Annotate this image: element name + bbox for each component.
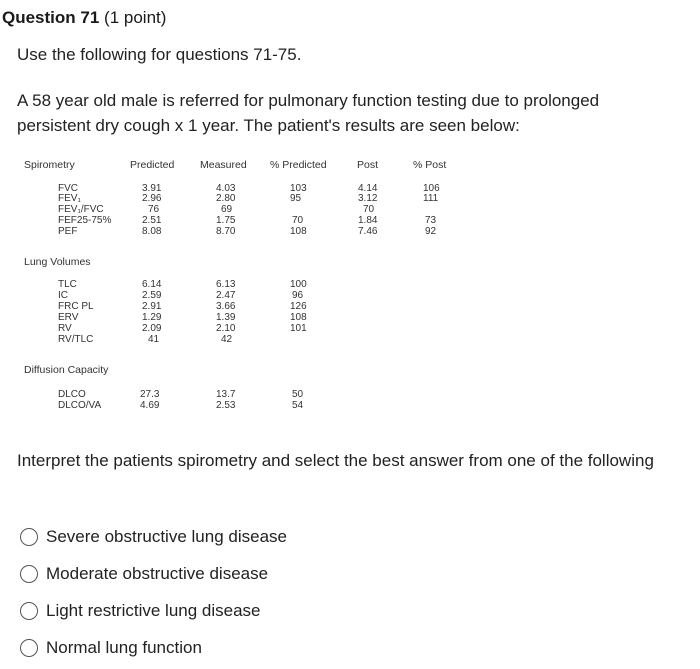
answer-option-label: Moderate obstructive disease [46, 563, 269, 583]
predicted-value: 2.09 [142, 323, 162, 334]
row-label: RV [58, 323, 72, 334]
predicted-value: 41 [148, 334, 160, 345]
predicted-value: 1.29 [142, 312, 162, 323]
measured-value: 2.53 [216, 400, 236, 411]
measured-value: 6.13 [216, 279, 236, 290]
measured-value: 42 [221, 334, 233, 345]
row-label: FVC [58, 183, 78, 194]
pct-predicted-value: 96 [292, 290, 304, 301]
measured-value: 2.10 [216, 323, 236, 334]
predicted-value: 27.3 [140, 389, 160, 400]
pct-predicted-value: 108 [290, 312, 307, 323]
question-prompt: Interpret the patients spirometry and select the best answer from one of the following [17, 451, 654, 470]
row-label: PEF [58, 226, 78, 237]
header-pct-predicted: % Predicted [270, 159, 327, 171]
section-diffusion-capacity: Diffusion Capacity [24, 364, 109, 376]
row-label: IC [58, 290, 68, 301]
header-post: Post [357, 159, 379, 171]
row-label: RV/TLC [58, 334, 94, 345]
predicted-value: 2.59 [142, 290, 162, 301]
radio-button[interactable] [20, 565, 38, 583]
predicted-value: 2.96 [142, 193, 162, 204]
row-label: DLCO/VA [58, 400, 102, 411]
pct-predicted-value: 126 [290, 301, 307, 312]
pct-post-value: 73 [425, 215, 437, 226]
post-value: 4.14 [358, 183, 378, 194]
predicted-value: 76 [148, 204, 160, 215]
question-points: (1 point) [104, 8, 167, 27]
post-value: 1.84 [358, 215, 378, 226]
radio-button[interactable] [20, 602, 38, 620]
pct-predicted-value: 101 [290, 323, 307, 334]
row-label: FEV₁/FVC [58, 204, 104, 215]
predicted-value: 3.91 [142, 183, 162, 194]
measured-value: 2.47 [216, 290, 236, 301]
radio-button[interactable] [20, 528, 38, 546]
measured-value: 4.03 [216, 183, 236, 194]
answer-option-label: Normal lung function [46, 637, 202, 657]
answer-option[interactable] [20, 555, 287, 592]
row-label: DLCO [58, 389, 86, 400]
answer-option[interactable] [20, 629, 287, 666]
row-label: FEF25-75% [58, 215, 112, 226]
predicted-value: 2.91 [142, 301, 162, 312]
header-predicted: Predicted [130, 159, 175, 171]
measured-value: 2.80 [216, 193, 236, 204]
header-pct-post: % Post [413, 159, 447, 171]
answer-options [20, 518, 287, 666]
measured-value: 69 [221, 204, 233, 215]
header-measured: Measured [200, 159, 247, 171]
predicted-value: 8.08 [142, 226, 162, 237]
post-value: 70 [363, 204, 375, 215]
predicted-value: 2.51 [142, 215, 162, 226]
measured-value: 1.75 [216, 215, 236, 226]
pct-predicted-value: 108 [290, 226, 307, 237]
predicted-value: 4.69 [140, 400, 160, 411]
header-spirometry: Spirometry [24, 159, 75, 171]
answer-option[interactable] [20, 518, 287, 555]
question-intro: Use the following for questions 71-75. [17, 45, 302, 64]
radio-button[interactable] [20, 639, 38, 657]
pct-predicted-value: 50 [292, 389, 304, 400]
row-label: TLC [58, 279, 77, 290]
row-label: FRC PL [58, 301, 94, 312]
measured-value: 3.66 [216, 301, 236, 312]
measured-value: 13.7 [216, 389, 236, 400]
post-value: 3.12 [358, 193, 378, 204]
question-header [2, 8, 166, 28]
section-lung-volumes: Lung Volumes [24, 256, 91, 268]
row-label: FEV₁ [58, 193, 81, 204]
answer-option[interactable] [20, 592, 287, 629]
row-label: ERV [58, 312, 79, 323]
case-description: A 58 year old male is referred for pulmonary function testing due to prolonged persistent dry cough x 1 year. The patient's results are seen below: [17, 91, 600, 135]
pct-post-value: 111 [423, 193, 439, 204]
pct-predicted-value: 54 [292, 400, 304, 411]
pft-results-table [0, 150, 470, 430]
question-number: Question 71 [2, 8, 100, 27]
pct-predicted-value: 95 [290, 193, 302, 204]
pct-post-value: 92 [425, 226, 437, 237]
pct-predicted-value: 103 [290, 183, 307, 194]
answer-option-label: Light restrictive lung disease [46, 600, 261, 620]
pct-predicted-value: 70 [292, 215, 304, 226]
post-value: 7.46 [358, 226, 378, 237]
pct-post-value: 106 [423, 183, 440, 194]
predicted-value: 6.14 [142, 279, 162, 290]
answer-option-label: Severe obstructive lung disease [46, 526, 287, 546]
measured-value: 1.39 [216, 312, 236, 323]
pct-predicted-value: 100 [290, 279, 307, 290]
measured-value: 8.70 [216, 226, 236, 237]
